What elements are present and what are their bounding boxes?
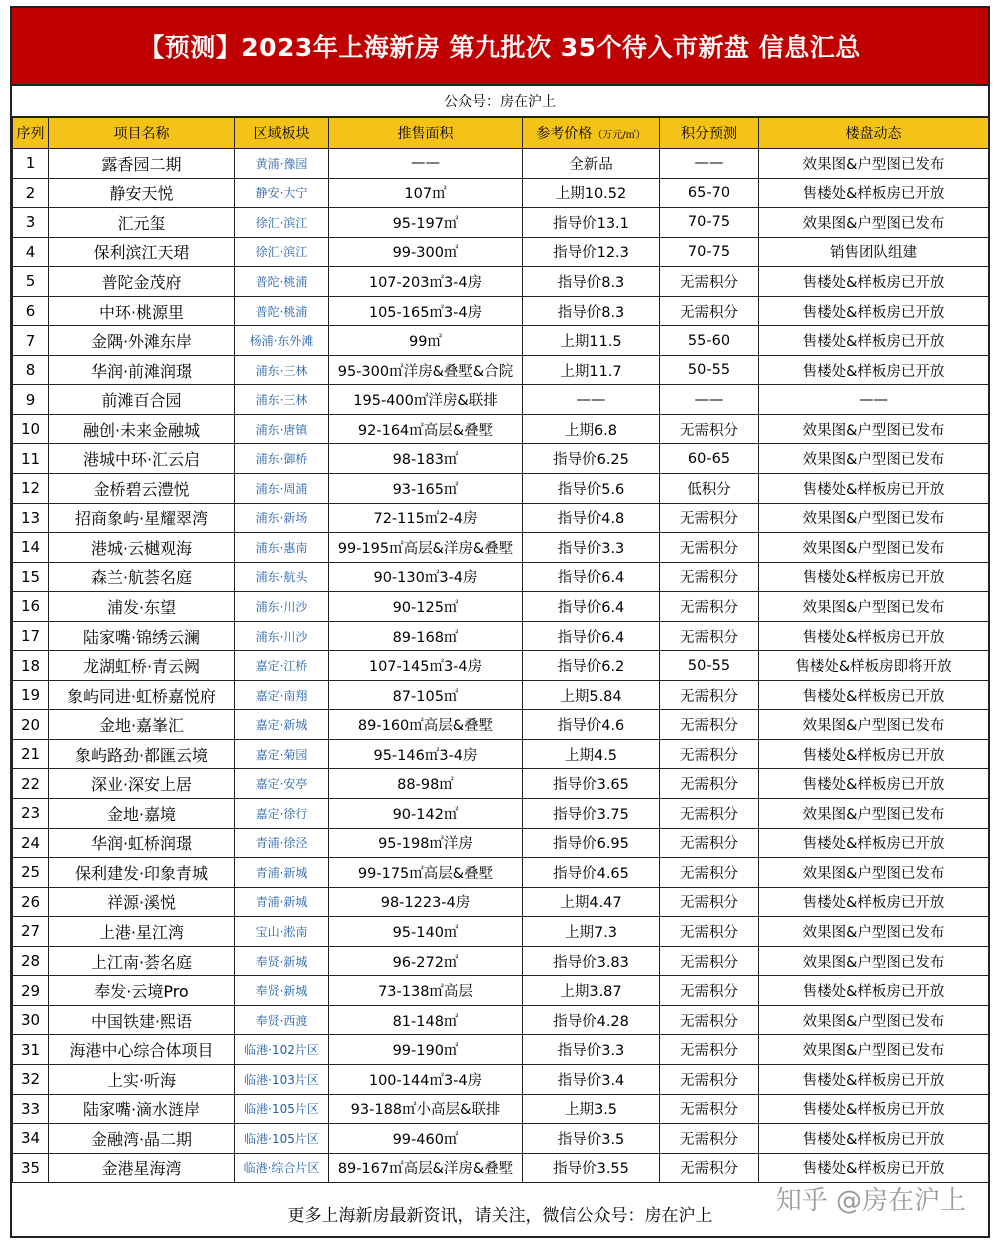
table-row: [13, 355, 989, 385]
cell-sale-area: 90-130㎡3-4房: [329, 562, 523, 592]
table-row: [13, 208, 989, 238]
cell-reference-price: 上期5.84: [523, 680, 660, 710]
cell-score-forecast: 无需积分: [660, 739, 759, 769]
cell-reference-price: 指导价3.5: [523, 1124, 660, 1154]
cell-project-name: 龙湖虹桥·青云阙: [49, 651, 235, 681]
cell-project-name: 港城·云樾观海: [49, 533, 235, 563]
header-size: 推售面积: [329, 118, 523, 149]
table-row: [13, 326, 989, 356]
cell-status: 售楼处&样板房已开放: [759, 1124, 989, 1154]
cell-sale-area: 99-195㎡高层&洋房&叠墅: [329, 533, 523, 563]
cell-index: 33: [13, 1094, 49, 1124]
cell-score-forecast: 无需积分: [660, 1153, 759, 1183]
cell-sale-area: 100-144㎡3-4房: [329, 1064, 523, 1094]
cell-sale-area: 107㎡: [329, 178, 523, 208]
cell-score-forecast: 无需积分: [660, 1005, 759, 1035]
cell-district: 青浦·徐泾: [235, 828, 329, 858]
table-row: [13, 976, 989, 1006]
cell-project-name: 象屿路劲·都匯云境: [49, 739, 235, 769]
cell-sale-area: 93-165㎡: [329, 474, 523, 504]
cell-index: 12: [13, 474, 49, 504]
cell-project-name: 陆家嘴·滴水涟岸: [49, 1094, 235, 1124]
cell-score-forecast: 65-70: [660, 178, 759, 208]
cell-reference-price: 上期6.8: [523, 414, 660, 444]
cell-reference-price: ——: [523, 385, 660, 415]
cell-reference-price: 指导价4.65: [523, 858, 660, 888]
cell-status: 售楼处&样板房已开放: [759, 769, 989, 799]
cell-reference-price: 指导价12.3: [523, 237, 660, 267]
cell-status: 效果图&户型图已发布: [759, 799, 989, 829]
cell-project-name: 祥源·溪悦: [49, 887, 235, 917]
header-score: 积分预测: [660, 118, 759, 149]
cell-district: 浦东·惠南: [235, 533, 329, 563]
cell-status: 售楼处&样板房已开放: [759, 267, 989, 297]
cell-status: 售楼处&样板房已开放: [759, 474, 989, 504]
cell-project-name: 金融湾·晶二期: [49, 1124, 235, 1154]
table-row: [13, 1094, 989, 1124]
cell-score-forecast: 无需积分: [660, 562, 759, 592]
cell-index: 3: [13, 208, 49, 238]
cell-sale-area: 92-164㎡高层&叠墅: [329, 414, 523, 444]
cell-reference-price: 指导价4.8: [523, 503, 660, 533]
cell-score-forecast: 无需积分: [660, 799, 759, 829]
cell-score-forecast: 无需积分: [660, 858, 759, 888]
cell-project-name: 上江南·荟名庭: [49, 946, 235, 976]
cell-reference-price: 上期3.87: [523, 976, 660, 1006]
header-price-label: 参考价格: [536, 126, 593, 142]
cell-score-forecast: 无需积分: [660, 621, 759, 651]
cell-index: 25: [13, 858, 49, 888]
cell-index: 5: [13, 267, 49, 297]
cell-index: 13: [13, 503, 49, 533]
cell-district: 普陀·桃浦: [235, 296, 329, 326]
cell-district: 青浦·新城: [235, 858, 329, 888]
header-name: 项目名称: [49, 118, 235, 149]
cell-sale-area: 89-167㎡高层&洋房&叠墅: [329, 1153, 523, 1183]
cell-project-name: 中国铁建·熙语: [49, 1005, 235, 1035]
cell-status: 销售团队组建: [759, 237, 989, 267]
cell-reference-price: 指导价3.3: [523, 1035, 660, 1065]
table-row: [13, 533, 989, 563]
table-body: [13, 149, 989, 1183]
cell-score-forecast: 无需积分: [660, 592, 759, 622]
table-row: [13, 267, 989, 297]
table-row: [13, 503, 989, 533]
cell-score-forecast: 无需积分: [660, 828, 759, 858]
cell-project-name: 陆家嘴·锦绣云澜: [49, 621, 235, 651]
cell-status: 效果图&户型图已发布: [759, 414, 989, 444]
cell-status: 效果图&户型图已发布: [759, 1005, 989, 1035]
zhihu-watermark: 知乎 @房在沪上: [775, 1186, 966, 1216]
cell-index: 28: [13, 946, 49, 976]
cell-status: 售楼处&样板房已开放: [759, 1094, 989, 1124]
cell-district: 临港·102片区: [235, 1035, 329, 1065]
table-row: [13, 621, 989, 651]
header-idx: 序列: [13, 118, 49, 149]
cell-status: 售楼处&样板房已开放: [759, 976, 989, 1006]
cell-district: 嘉定·徐行: [235, 799, 329, 829]
cell-reference-price: 指导价6.25: [523, 444, 660, 474]
cell-sale-area: 98-1223-4房: [329, 887, 523, 917]
cell-reference-price: 指导价13.1: [523, 208, 660, 238]
cell-sale-area: 96-272㎡: [329, 946, 523, 976]
cell-sale-area: 195-400㎡洋房&联排: [329, 385, 523, 415]
cell-district: 浦东·周浦: [235, 474, 329, 504]
cell-reference-price: 上期7.3: [523, 917, 660, 947]
cell-reference-price: 指导价3.75: [523, 799, 660, 829]
document-frame: [10, 6, 990, 1238]
cell-district: 浦东·川沙: [235, 621, 329, 651]
cell-district: 普陀·桃浦: [235, 267, 329, 297]
cell-status: 效果图&户型图已发布: [759, 592, 989, 622]
cell-sale-area: 72-115㎡2-4房: [329, 503, 523, 533]
cell-district: 浦东·川沙: [235, 592, 329, 622]
cell-score-forecast: 无需积分: [660, 976, 759, 1006]
cell-reference-price: 指导价6.4: [523, 621, 660, 651]
cell-district: 临港·103片区: [235, 1064, 329, 1094]
cell-project-name: 上港·星江湾: [49, 917, 235, 947]
cell-district: 杨浦·东外滩: [235, 326, 329, 356]
cell-reference-price: 指导价8.3: [523, 296, 660, 326]
cell-reference-price: 指导价3.4: [523, 1064, 660, 1094]
cell-index: 35: [13, 1153, 49, 1183]
cell-sale-area: 99-175㎡高层&叠墅: [329, 858, 523, 888]
cell-district: 浦东·新场: [235, 503, 329, 533]
table-row: [13, 414, 989, 444]
cell-score-forecast: 无需积分: [660, 680, 759, 710]
cell-status: 效果图&户型图已发布: [759, 1035, 989, 1065]
cell-index: 24: [13, 828, 49, 858]
cell-status: 售楼处&样板房已开放: [759, 828, 989, 858]
cell-district: 嘉定·安亭: [235, 769, 329, 799]
cell-score-forecast: 无需积分: [660, 267, 759, 297]
table-row: [13, 828, 989, 858]
cell-reference-price: 上期10.52: [523, 178, 660, 208]
cell-district: 浦东·三林: [235, 385, 329, 415]
cell-sale-area: 99-460㎡: [329, 1124, 523, 1154]
cell-score-forecast: 无需积分: [660, 296, 759, 326]
cell-status: 售楼处&样板房已开放: [759, 562, 989, 592]
cell-score-forecast: 无需积分: [660, 710, 759, 740]
cell-project-name: 中环·桃源里: [49, 296, 235, 326]
table-row: [13, 769, 989, 799]
cell-sale-area: 95-300㎡洋房&叠墅&合院: [329, 355, 523, 385]
cell-district: 嘉定·菊园: [235, 739, 329, 769]
table-row: [13, 917, 989, 947]
cell-index: 2: [13, 178, 49, 208]
table-row: [13, 149, 989, 179]
cell-sale-area: 93-188㎡小高层&联排: [329, 1094, 523, 1124]
cell-index: 4: [13, 237, 49, 267]
table-row: [13, 858, 989, 888]
cell-district: 奉贤·新城: [235, 976, 329, 1006]
cell-index: 31: [13, 1035, 49, 1065]
cell-index: 11: [13, 444, 49, 474]
cell-index: 30: [13, 1005, 49, 1035]
cell-index: 32: [13, 1064, 49, 1094]
cell-project-name: 普陀金茂府: [49, 267, 235, 297]
cell-index: 26: [13, 887, 49, 917]
cell-index: 19: [13, 680, 49, 710]
cell-status: 效果图&户型图已发布: [759, 946, 989, 976]
cell-status: 售楼处&样板房已开放: [759, 621, 989, 651]
cell-district: 浦东·航头: [235, 562, 329, 592]
cell-status: 售楼处&样板房已开放: [759, 355, 989, 385]
cell-index: 7: [13, 326, 49, 356]
cell-project-name: 深业·深安上居: [49, 769, 235, 799]
table-row: [13, 1005, 989, 1035]
cell-index: 29: [13, 976, 49, 1006]
cell-index: 9: [13, 385, 49, 415]
cell-reference-price: 指导价4.28: [523, 1005, 660, 1035]
header-price-unit: （万元/㎡）: [592, 130, 646, 141]
cell-score-forecast: 无需积分: [660, 946, 759, 976]
cell-index: 20: [13, 710, 49, 740]
cell-score-forecast: 低积分: [660, 474, 759, 504]
cell-score-forecast: 50-55: [660, 355, 759, 385]
cell-project-name: 金港星海湾: [49, 1153, 235, 1183]
cell-status: 售楼处&样板房已开放: [759, 296, 989, 326]
cell-sale-area: ——: [329, 149, 523, 179]
cell-score-forecast: 无需积分: [660, 1094, 759, 1124]
table-row: [13, 651, 989, 681]
table-row: [13, 474, 989, 504]
cell-district: 静安·大宁: [235, 178, 329, 208]
cell-district: 浦东·唐镇: [235, 414, 329, 444]
cell-reference-price: 指导价3.3: [523, 533, 660, 563]
cell-index: 16: [13, 592, 49, 622]
header-status: 楼盘动态: [759, 118, 989, 149]
cell-project-name: 上实·听海: [49, 1064, 235, 1094]
cell-score-forecast: 55-60: [660, 326, 759, 356]
cell-index: 22: [13, 769, 49, 799]
cell-reference-price: 指导价5.6: [523, 474, 660, 504]
cell-status: 效果图&户型图已发布: [759, 208, 989, 238]
cell-status: 售楼处&样板房已开放: [759, 1153, 989, 1183]
cell-reference-price: 指导价8.3: [523, 267, 660, 297]
cell-reference-price: 指导价3.83: [523, 946, 660, 976]
cell-sale-area: 73-138㎡高层: [329, 976, 523, 1006]
cell-index: 14: [13, 533, 49, 563]
cell-project-name: 森兰·航荟名庭: [49, 562, 235, 592]
cell-sale-area: 107-203㎡3-4房: [329, 267, 523, 297]
cell-index: 15: [13, 562, 49, 592]
cell-sale-area: 99-190㎡: [329, 1035, 523, 1065]
cell-reference-price: 上期4.47: [523, 887, 660, 917]
cell-reference-price: 指导价6.2: [523, 651, 660, 681]
cell-project-name: 浦发·东望: [49, 592, 235, 622]
cell-sale-area: 89-168㎡: [329, 621, 523, 651]
cell-status: 售楼处&样板房已开放: [759, 680, 989, 710]
cell-index: 10: [13, 414, 49, 444]
cell-sale-area: 90-142㎡: [329, 799, 523, 829]
cell-project-name: 象屿同进·虹桥嘉悦府: [49, 680, 235, 710]
header-area: 区域板块: [235, 118, 329, 149]
cell-sale-area: 99㎡: [329, 326, 523, 356]
table-row: [13, 1153, 989, 1183]
cell-district: 黄浦·豫园: [235, 149, 329, 179]
table-row: [13, 739, 989, 769]
cell-project-name: 港城中环·汇云启: [49, 444, 235, 474]
cell-project-name: 保利建发·印象青城: [49, 858, 235, 888]
cell-status: 售楼处&样板房已开放: [759, 1064, 989, 1094]
cell-index: 17: [13, 621, 49, 651]
cell-reference-price: 指导价6.95: [523, 828, 660, 858]
cell-district: 青浦·新城: [235, 887, 329, 917]
table-row: [13, 178, 989, 208]
cell-reference-price: 指导价6.4: [523, 592, 660, 622]
cell-reference-price: 上期4.5: [523, 739, 660, 769]
cell-district: 浦东·三林: [235, 355, 329, 385]
page-subtitle: 公众号：房在沪上: [12, 86, 988, 117]
cell-index: 21: [13, 739, 49, 769]
cell-district: 奉贤·西渡: [235, 1005, 329, 1035]
cell-status: 效果图&户型图已发布: [759, 503, 989, 533]
cell-project-name: 露香园二期: [49, 149, 235, 179]
cell-status: 效果图&户型图已发布: [759, 710, 989, 740]
cell-score-forecast: 无需积分: [660, 533, 759, 563]
cell-score-forecast: 50-55: [660, 651, 759, 681]
cell-district: 奉贤·新城: [235, 946, 329, 976]
cell-project-name: 前滩百合园: [49, 385, 235, 415]
table-row: [13, 799, 989, 829]
cell-district: 嘉定·江桥: [235, 651, 329, 681]
table-row: [13, 562, 989, 592]
cell-district: 嘉定·新城: [235, 710, 329, 740]
cell-status: 售楼处&样板房已开放: [759, 326, 989, 356]
cell-sale-area: 107-145㎡3-4房: [329, 651, 523, 681]
header-price: [523, 118, 660, 149]
cell-status: 售楼处&样板房已开放: [759, 887, 989, 917]
cell-district: 徐汇·滨江: [235, 208, 329, 238]
cell-index: 34: [13, 1124, 49, 1154]
cell-reference-price: 指导价6.4: [523, 562, 660, 592]
cell-status: 售楼处&样板房已开放: [759, 739, 989, 769]
cell-project-name: 金隅·外滩东岸: [49, 326, 235, 356]
cell-sale-area: 95-140㎡: [329, 917, 523, 947]
cell-project-name: 金地·嘉峯汇: [49, 710, 235, 740]
cell-project-name: 融创·未来金融城: [49, 414, 235, 444]
cell-district: 临港·105片区: [235, 1094, 329, 1124]
cell-sale-area: 105-165㎡3-4房: [329, 296, 523, 326]
cell-district: 临港·综合片区: [235, 1153, 329, 1183]
cell-index: 1: [13, 149, 49, 179]
cell-score-forecast: 无需积分: [660, 503, 759, 533]
cell-sale-area: 89-160㎡高层&叠墅: [329, 710, 523, 740]
listing-table: [12, 117, 989, 1183]
cell-score-forecast: 无需积分: [660, 1035, 759, 1065]
cell-reference-price: 指导价3.65: [523, 769, 660, 799]
cell-project-name: 海港中心综合体项目: [49, 1035, 235, 1065]
table-row: [13, 385, 989, 415]
cell-project-name: 招商象屿·星耀翠湾: [49, 503, 235, 533]
cell-sale-area: 98-183㎡: [329, 444, 523, 474]
cell-index: 18: [13, 651, 49, 681]
cell-status: 效果图&户型图已发布: [759, 917, 989, 947]
header-row: [13, 118, 989, 149]
cell-reference-price: 指导价3.55: [523, 1153, 660, 1183]
cell-reference-price: 上期3.5: [523, 1094, 660, 1124]
cell-score-forecast: 60-65: [660, 444, 759, 474]
cell-project-name: 华润·虹桥润璟: [49, 828, 235, 858]
cell-index: 27: [13, 917, 49, 947]
cell-sale-area: 95-198㎡洋房: [329, 828, 523, 858]
cell-project-name: 奉发·云境Pro: [49, 976, 235, 1006]
cell-district: 徐汇·滨江: [235, 237, 329, 267]
cell-project-name: 金地·嘉境: [49, 799, 235, 829]
cell-project-name: 汇元玺: [49, 208, 235, 238]
cell-score-forecast: 无需积分: [660, 917, 759, 947]
cell-sale-area: 95-146㎡3-4房: [329, 739, 523, 769]
cell-sale-area: 88-98㎡: [329, 769, 523, 799]
cell-reference-price: 上期11.7: [523, 355, 660, 385]
cell-status: 效果图&户型图已发布: [759, 533, 989, 563]
cell-district: 宝山·淞南: [235, 917, 329, 947]
cell-district: 嘉定·南翔: [235, 680, 329, 710]
cell-project-name: 金桥碧云澧悦: [49, 474, 235, 504]
table-row: [13, 592, 989, 622]
footer-note: 更多上海新房最新资讯，请关注，微信公众号：房在沪上: [287, 1205, 713, 1226]
page-title: 【预测】2023年上海新房 第九批次 35个待入市新盘 信息汇总: [12, 8, 988, 86]
cell-status: 售楼处&样板房已开放: [759, 178, 989, 208]
cell-project-name: 华润·前滩润璟: [49, 355, 235, 385]
cell-project-name: 静安天悦: [49, 178, 235, 208]
cell-score-forecast: ——: [660, 385, 759, 415]
cell-score-forecast: ——: [660, 149, 759, 179]
cell-score-forecast: 70-75: [660, 208, 759, 238]
cell-status: ——: [759, 385, 989, 415]
cell-score-forecast: 无需积分: [660, 1064, 759, 1094]
cell-index: 8: [13, 355, 49, 385]
cell-district: 浦东·御桥: [235, 444, 329, 474]
cell-reference-price: 全新品: [523, 149, 660, 179]
cell-project-name: 保利滨江天珺: [49, 237, 235, 267]
cell-index: 6: [13, 296, 49, 326]
cell-sale-area: 90-125㎡: [329, 592, 523, 622]
cell-reference-price: 指导价4.6: [523, 710, 660, 740]
cell-sale-area: 87-105㎡: [329, 680, 523, 710]
cell-score-forecast: 无需积分: [660, 414, 759, 444]
table-row: [13, 444, 989, 474]
table-row: [13, 1124, 989, 1154]
table-row: [13, 296, 989, 326]
cell-score-forecast: 无需积分: [660, 1124, 759, 1154]
cell-status: 效果图&户型图已发布: [759, 149, 989, 179]
cell-score-forecast: 无需积分: [660, 769, 759, 799]
cell-score-forecast: 70-75: [660, 237, 759, 267]
cell-index: 23: [13, 799, 49, 829]
cell-district: 临港·105片区: [235, 1124, 329, 1154]
cell-status: 售楼处&样板房即将开放: [759, 651, 989, 681]
cell-status: 效果图&户型图已发布: [759, 858, 989, 888]
cell-reference-price: 上期11.5: [523, 326, 660, 356]
table-row: [13, 1064, 989, 1094]
table-row: [13, 1035, 989, 1065]
table-row: [13, 680, 989, 710]
table-row: [13, 946, 989, 976]
cell-status: 效果图&户型图已发布: [759, 444, 989, 474]
table-row: [13, 237, 989, 267]
table-row: [13, 710, 989, 740]
cell-score-forecast: 无需积分: [660, 887, 759, 917]
cell-sale-area: 95-197㎡: [329, 208, 523, 238]
cell-sale-area: 81-148㎡: [329, 1005, 523, 1035]
table-row: [13, 887, 989, 917]
cell-sale-area: 99-300㎡: [329, 237, 523, 267]
